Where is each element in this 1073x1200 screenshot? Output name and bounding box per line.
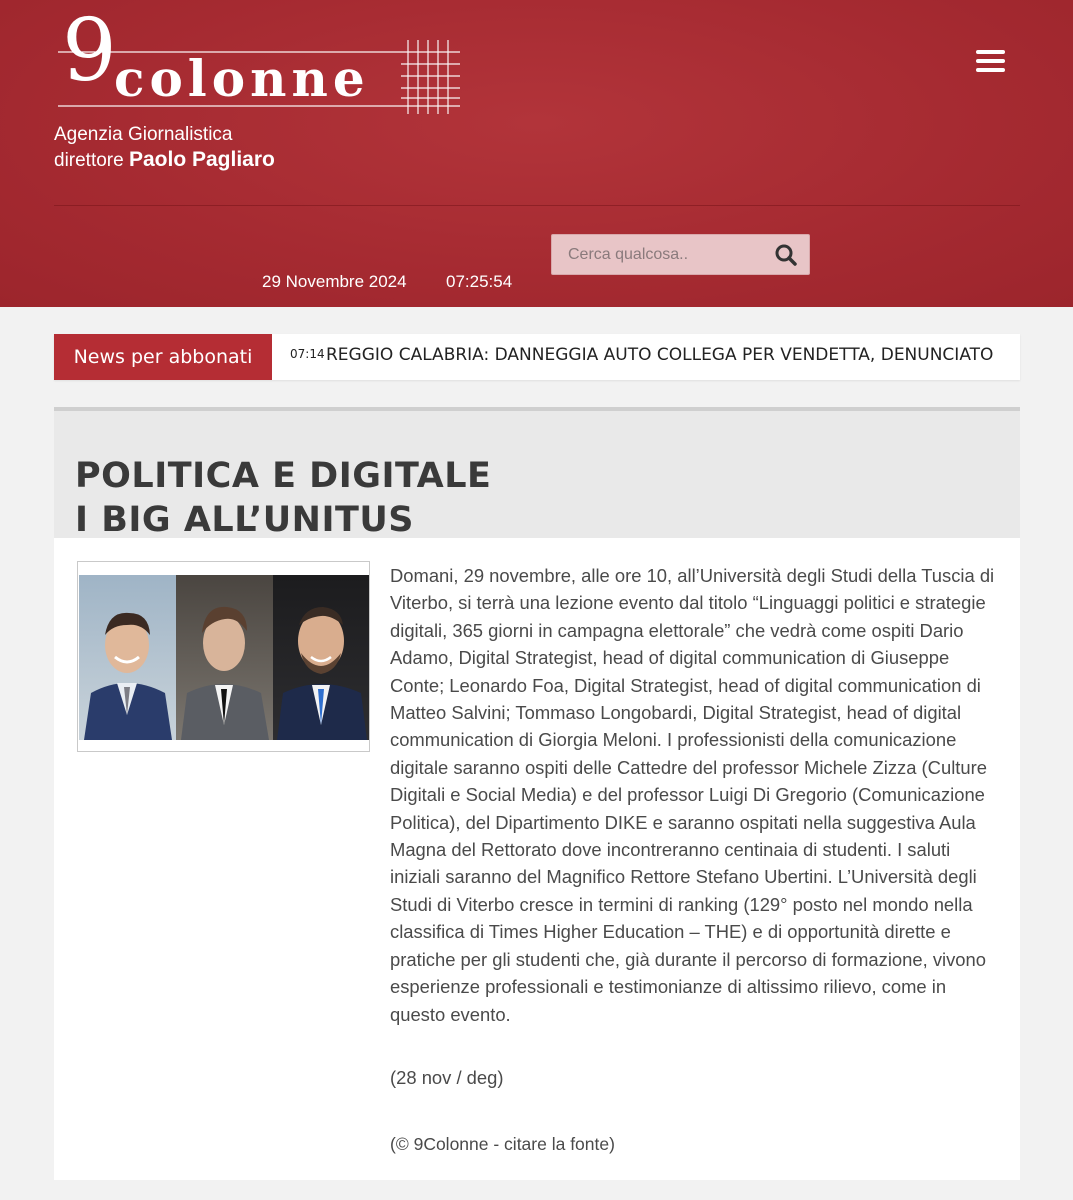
director-prefix: direttore	[54, 150, 124, 171]
article-card	[54, 407, 1020, 1180]
guests-photo	[79, 575, 369, 740]
article-header	[54, 411, 1020, 538]
hamburger-menu-icon[interactable]	[974, 48, 1008, 76]
logo-word: colonne	[114, 49, 370, 108]
article-body: Domani, 29 novembre, alle ore 10, all’Università degli Studi della Tuscia di Viterbo, si terrà una lezione evento dal titolo “Linguaggi politici e strategie digitali, 365 giorni in campagna elettorale” che vedrà come ospiti Dario Adamo, Digital Strategist, head of digital communication di Giuseppe Conte; Leonardo Foa, Digital Strategist, head of digital communication di Matteo Salvini; Tommaso Longobardi, Digital Strategist, head of digital communication di Giorgia Meloni. I professionisti della comunicazione digitale saranno ospiti delle Cattedre del professor Michele Zizza (Culture Digitali e Social Media) e del professor Luigi Di Gregorio (Comunicazione Politica), del Dipartimento DIKE e saranno ospitati nella suggestiva Aula Magna del Rettorato dove incontreranno centinaia di studenti. I saluti iniziali saranno del Magnifico Rettore Stefano Ubertini. L’Università degli Studi di Viterbo cresce in termini di ranking (129° posto nel mondo nella classifica di Times Higher Education – THE) e di opportunità dirette e pratiche per gli studenti che, già durante il percorso di formazione, vivono esperienze professionali e testimonianze di altissimo rilievo, come in questo evento.	[390, 565, 995, 1025]
ticker-label[interactable]: News per abbonati	[54, 334, 272, 380]
search-icon[interactable]	[772, 241, 802, 269]
article-image[interactable]	[77, 561, 370, 752]
agency-tagline: Agenzia Giornalistica	[54, 124, 233, 145]
header-divider	[54, 205, 1020, 206]
search-input[interactable]	[552, 235, 767, 274]
current-time: 07:25:54	[446, 272, 513, 291]
article-copyright: (© 9Colonne - citare la fonte)	[390, 1134, 615, 1154]
director-name: Paolo Pagliaro	[128, 148, 275, 171]
ticker-headline-link[interactable]: REGGIO CALABRIA: DANNEGGIA AUTO COLLEGA PER VENDETTA, DENUNCIATO	[326, 345, 994, 365]
article-title-line1: POLITICA E DIGITALE	[75, 456, 492, 496]
article-title-line2: I BIG ALL’UNITUS	[75, 500, 414, 540]
article-signature: (28 nov / deg)	[390, 1067, 504, 1088]
current-date: 29 Novembre 2024	[262, 272, 407, 291]
ticker-time: 07:14	[290, 347, 325, 361]
logo-number: 9	[62, 1, 117, 101]
search-box	[551, 234, 810, 275]
news-ticker	[54, 334, 1020, 380]
site-header	[0, 0, 1073, 307]
site-logo[interactable]	[56, 1, 466, 114]
director-line	[54, 148, 275, 172]
